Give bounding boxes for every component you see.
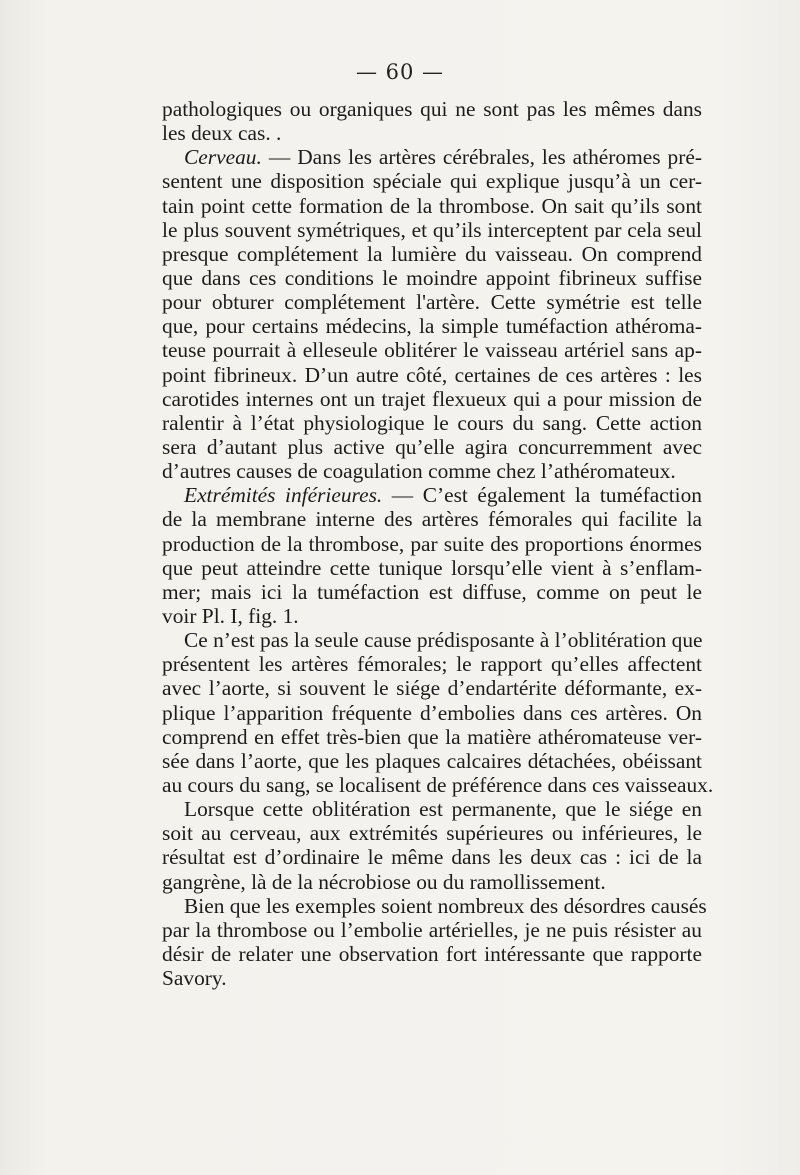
text-line bbox=[162, 459, 702, 483]
text-line bbox=[162, 242, 702, 266]
section-heading: Cerveau. bbox=[184, 145, 262, 170]
text-line bbox=[162, 169, 702, 193]
line-text: production de la thrombose, par suite des proportions énormes bbox=[162, 531, 702, 556]
line-text: avec l’aorte, si souvent le siége d’endartérite déformante, ex- bbox=[162, 676, 702, 701]
line-text: soit au cerveau, aux extrémités supérieures ou inférieures, le bbox=[162, 821, 702, 846]
section-heading: Extrémités inférieures. bbox=[184, 483, 383, 508]
line-text: presque complétement la lumière du vaisseau. On comprend bbox=[162, 241, 702, 266]
line-text: pathologiques ou organiques qui ne sont pas les mêmes dans bbox=[162, 97, 702, 121]
text-line bbox=[162, 772, 714, 797]
text-line bbox=[162, 338, 702, 362]
line-text: mer; mais ici la tuméfaction est diffuse, comme on peut le bbox=[162, 579, 702, 604]
line-text: Savory. bbox=[162, 966, 227, 991]
line-text: plique l’apparition fréquente d’embolies dans ces artères. On bbox=[162, 700, 702, 725]
text-line bbox=[162, 966, 702, 990]
text-line bbox=[162, 942, 702, 966]
text-line bbox=[162, 532, 702, 556]
text-line bbox=[162, 628, 702, 652]
line-text: Lorsque cette oblitération est permanente, que le siége en bbox=[184, 797, 702, 822]
text-line bbox=[162, 387, 702, 411]
line-text: présentent les artères fémorales; le rapport qu’elles affectent bbox=[162, 652, 702, 677]
line-text: ralentir à l’état physiologique le cours du sang. Cette action bbox=[162, 410, 702, 435]
line-text: — C’est également la tuméfaction bbox=[382, 483, 702, 508]
line-text: les deux cas. . bbox=[162, 121, 282, 146]
line-text: voir Pl. I, fig. 1. bbox=[162, 603, 299, 628]
line-text: sentent une disposition spéciale qui explique jusqu’à un cer- bbox=[162, 169, 702, 194]
line-text: désir de relater une observation fort intéressante que rapporte bbox=[162, 941, 702, 966]
line-text: sera d’autant plus active qu’elle agira concurremment avec bbox=[162, 434, 702, 459]
line-text: teuse pourrait à elleseule oblitérer le vaisseau artériel sans ap- bbox=[162, 338, 702, 363]
text-line bbox=[162, 290, 702, 314]
body-text bbox=[162, 97, 714, 991]
text-line bbox=[162, 749, 702, 773]
line-text: le plus souvent symétriques, et qu’ils interceptent par cela seul bbox=[162, 217, 702, 242]
text-line bbox=[162, 97, 702, 121]
line-text: pour obturer complétement l'artère. Cette symétrie est telle bbox=[162, 290, 702, 315]
line-text: Bien que les exemples soient nombreux des désordres causés bbox=[184, 893, 707, 918]
line-text: que dans ces conditions le moindre appoint fibrineux suffise bbox=[162, 265, 702, 290]
line-text: sée dans l’aorte, que les plaques calcaires détachées, obéissant bbox=[162, 748, 702, 773]
text-line bbox=[162, 725, 702, 749]
text-line bbox=[162, 604, 702, 628]
text-line bbox=[162, 580, 702, 604]
line-text: que, pour certains médecins, la simple tuméfaction athéroma- bbox=[162, 314, 702, 339]
text-line bbox=[162, 870, 702, 894]
line-text: gangrène, là de la nécrobiose ou du ramollissement. bbox=[162, 869, 606, 894]
line-text: par la thrombose ou l’embolie artérielles, je ne puis résister au bbox=[162, 917, 702, 942]
text-line bbox=[162, 676, 702, 700]
line-text: — Dans les artères cérébrales, les athéromes pré- bbox=[261, 145, 702, 170]
text-line bbox=[162, 194, 702, 218]
text-line bbox=[162, 121, 702, 145]
line-text: tain point cette formation de la thrombose. On sait qu’ils sont bbox=[162, 193, 702, 218]
line-text: au cours du sang, se localisent de préférence dans ces vaisseaux. bbox=[162, 772, 714, 797]
line-text: de la membrane interne des artères fémorales qui facilite la bbox=[162, 507, 702, 532]
text-line bbox=[162, 701, 702, 725]
text-line bbox=[162, 821, 702, 845]
text-line bbox=[162, 218, 702, 242]
text-line bbox=[162, 411, 702, 435]
text-line bbox=[162, 652, 702, 676]
page-number: — 60 — bbox=[355, 60, 445, 84]
text-line bbox=[162, 363, 702, 387]
line-text: carotides internes ont un trajet flexueux qui a pour mission de bbox=[162, 386, 702, 411]
text-line bbox=[162, 266, 702, 290]
line-text: d’autres causes de coagulation comme chez l’athéromateux. bbox=[162, 459, 676, 484]
text-line bbox=[162, 507, 702, 531]
text-line bbox=[162, 845, 702, 869]
text-line bbox=[162, 556, 702, 580]
line-text: comprend en effet très-bien que la matière athéromateuse ver- bbox=[162, 724, 702, 749]
text-line bbox=[162, 483, 702, 507]
text-line bbox=[162, 918, 702, 942]
text-line bbox=[162, 314, 702, 338]
text-line bbox=[162, 145, 702, 169]
text-line bbox=[162, 893, 707, 918]
line-text: résultat est d’ordinaire le même dans les deux cas : ici de la bbox=[162, 845, 702, 870]
line-text: Ce n’est pas la seule cause prédisposante à l’oblitération que bbox=[184, 628, 703, 653]
text-line bbox=[162, 435, 702, 459]
line-text: que peut atteindre cette tunique lorsqu’elle vient à s’enflam- bbox=[162, 555, 702, 580]
text-line bbox=[162, 797, 702, 821]
line-text: point fibrineux. D’un autre côté, certaines de ces artères : les bbox=[162, 362, 702, 387]
